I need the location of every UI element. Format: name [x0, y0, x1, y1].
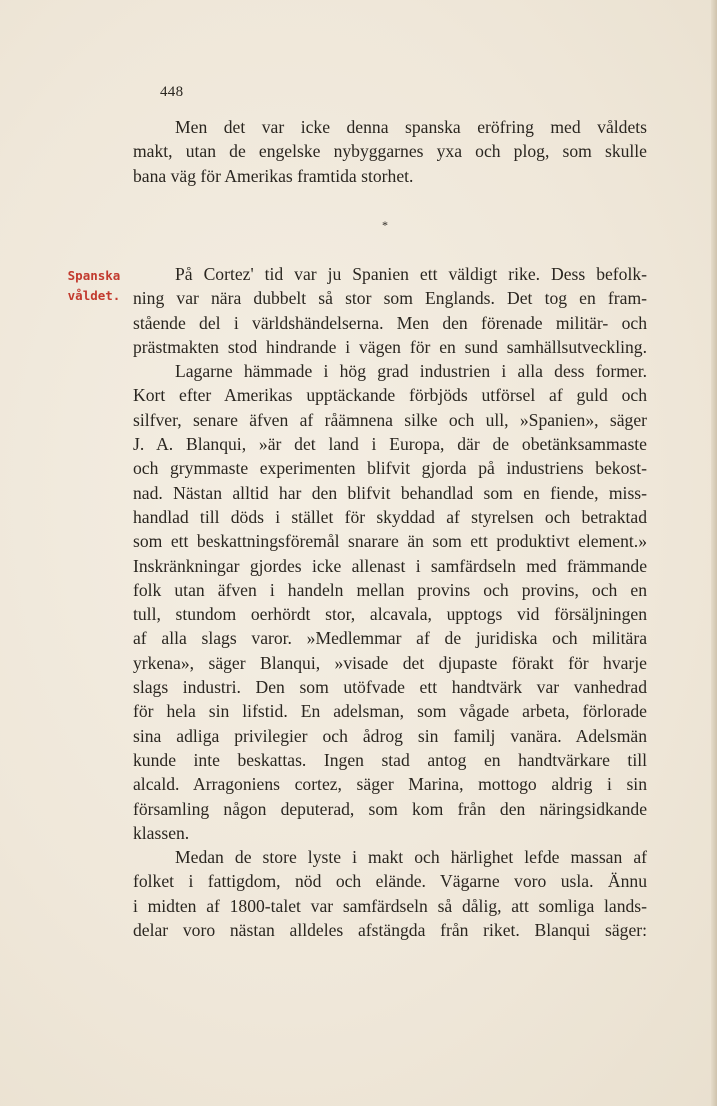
text-line: På Cortez' tid var ju Spanien ett väldigt rike. Dess befolk- [175, 264, 647, 284]
margin-note-line-2: våldet. [67, 288, 121, 303]
text-line: silfver, senare äfven af råämnena silke och ull, »Spanien», säger [133, 409, 647, 430]
text-line: alcald. Arragoniens cortez, säger Marina, mottogo aldrig i sin [133, 774, 647, 795]
text-line: i midten af 1800-talet var samfärdseln så dålig, att somliga lands- [133, 895, 647, 916]
page-number: 448 [160, 84, 184, 100]
section-ornament: * [382, 218, 388, 232]
text-line: af alla slags varor. »Medlemmar af de juridiska och militära [133, 628, 647, 649]
text-line: tull, stundom oerhördt stor, alcavala, upptogs vid försäljningen [133, 604, 647, 625]
text-line: för hela sin lifstid. En adelsman, som vågade arbeta, förlorade [133, 701, 647, 722]
text-line: folket i fattigdom, nöd och elände. Vägarne voro usla. Ännu [133, 871, 647, 892]
text-line: Men det var icke denna spanska eröfring med våldets [175, 117, 647, 137]
text-line: prästmakten stod hindrande i vägen för en sund samhällsutveckling. [133, 336, 647, 357]
paragraph-2 [133, 262, 647, 942]
text-line: delar voro nästan alldeles afstängda från riket. Blanqui säger: [133, 920, 647, 941]
text-line: yrkena», säger Blanqui, »visade det djupaste förakt för hvarje [133, 652, 647, 673]
text-line: J. A. Blanqui, »är det land i Europa, där de obetänksammaste [133, 434, 647, 455]
text-line: församling någon deputerad, som kom från den näringsidkande [133, 798, 647, 819]
text-line: Kort efter Amerikas upptäckande förbjöds utförsel af guld och [133, 385, 647, 406]
text-line: slags industri. Den som utöfvade ett handtvärk var vanhedrad [133, 677, 647, 698]
text-line: Medan de store lyste i makt och härlighet lefde massan af [175, 847, 647, 868]
text-line: nad. Nästan alltid har den blifvit behandlad som en fiende, miss- [133, 482, 647, 503]
text-line: Lagarne hämmade i hög grad industrien i alla dess former. [175, 361, 647, 382]
text-line: och grymmaste experimenten blifvit gjorda på industriens bekost- [133, 458, 647, 479]
text-line: makt, utan de engelske nybyggarnes yxa och plog, som skulle [133, 141, 647, 162]
paragraph-1 [133, 115, 647, 188]
text-line: klassen. [133, 822, 190, 843]
margin-note-line-1: Spanska [67, 268, 121, 283]
text-line: bana väg för Amerikas framtida storhet. [133, 165, 414, 186]
text-line: folk utan äfven i handeln mellan provins och provins, och en [133, 579, 647, 600]
page-edge [711, 0, 717, 1106]
text-line: som ett beskattningsföremål snarare än som ett produktivt element.» [133, 531, 647, 552]
text-line: stående del i världshändelserna. Men den förenade militär- och [133, 312, 647, 333]
text-line: Inskränkningar gjordes icke allenast i samfärdseln med främmande [133, 555, 647, 576]
margin-note [62, 266, 126, 306]
text-line: ning var nära dubbelt så stor som Englands. Det tog en fram- [133, 288, 647, 309]
text-line: kunde inte beskattas. Ingen stad antog en handtvärkare till [133, 749, 647, 770]
text-line: sina adliga privilegier och ådrog sin familj vanära. Adelsmän [133, 725, 647, 746]
text-line: handlad till döds i stället för skyddad af styrelsen och betraktad [133, 506, 647, 527]
